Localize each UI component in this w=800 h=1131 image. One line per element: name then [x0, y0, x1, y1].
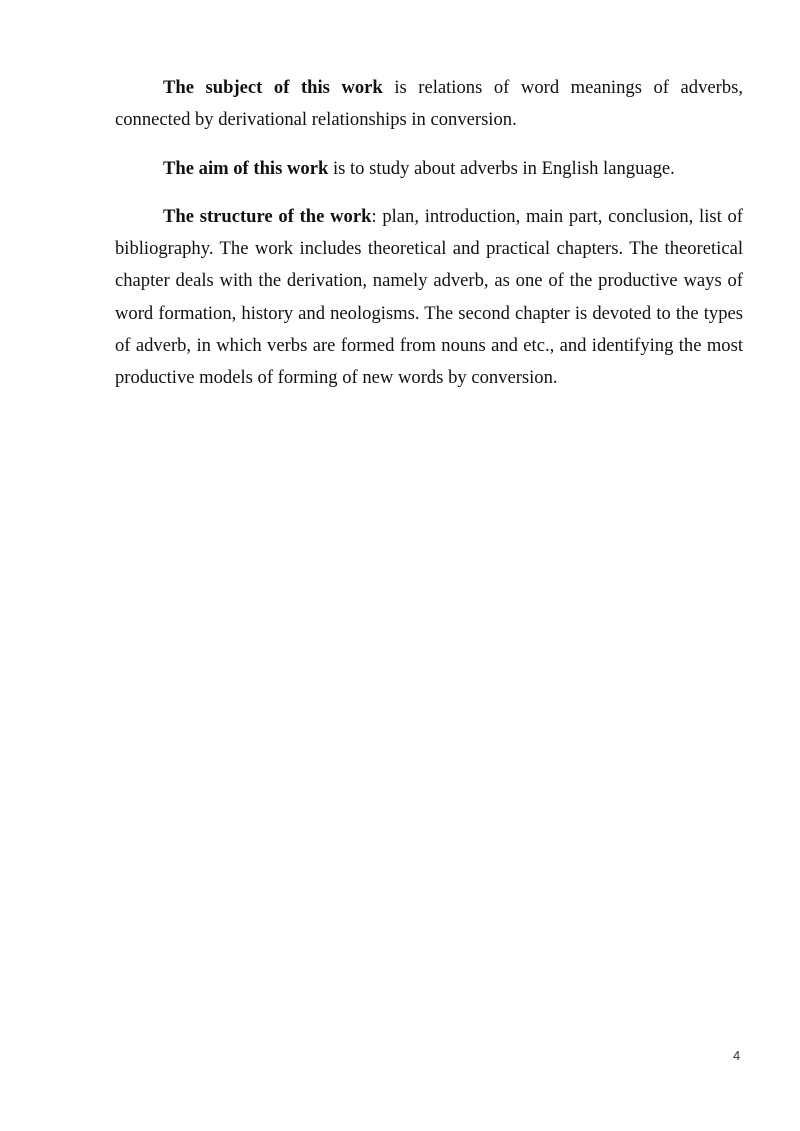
paragraph-subject-text: is relations of word meanings of adverbs, connected by derivational relationships in conversion. [115, 77, 743, 131]
page-body [115, 72, 743, 411]
paragraph-aim-heading: The aim of this work [163, 157, 329, 179]
page-number: 4 [733, 1048, 741, 1063]
paragraph-subject [115, 72, 743, 137]
paragraph-structure-heading: The structure of the work [163, 205, 372, 227]
paragraph-aim-text: is to study about adverbs in English language. [328, 157, 675, 179]
paragraph-aim [115, 153, 743, 185]
paragraph-structure [115, 201, 743, 395]
paragraph-subject-heading: The subject of this work [163, 77, 383, 98]
paragraph-structure-text: : plan, introduction, main part, conclusion, list of bibliography. The work includes theoretical and practical chapters. The theoretical chapter deals with the derivation, namely adverb, as one of the productive ways of word formation, history and neologisms. The second chapter is devoted to the types of adverb, in which verbs are formed from nouns and etc., and identifying the most productive models of forming of new words by conversion. [115, 205, 743, 389]
